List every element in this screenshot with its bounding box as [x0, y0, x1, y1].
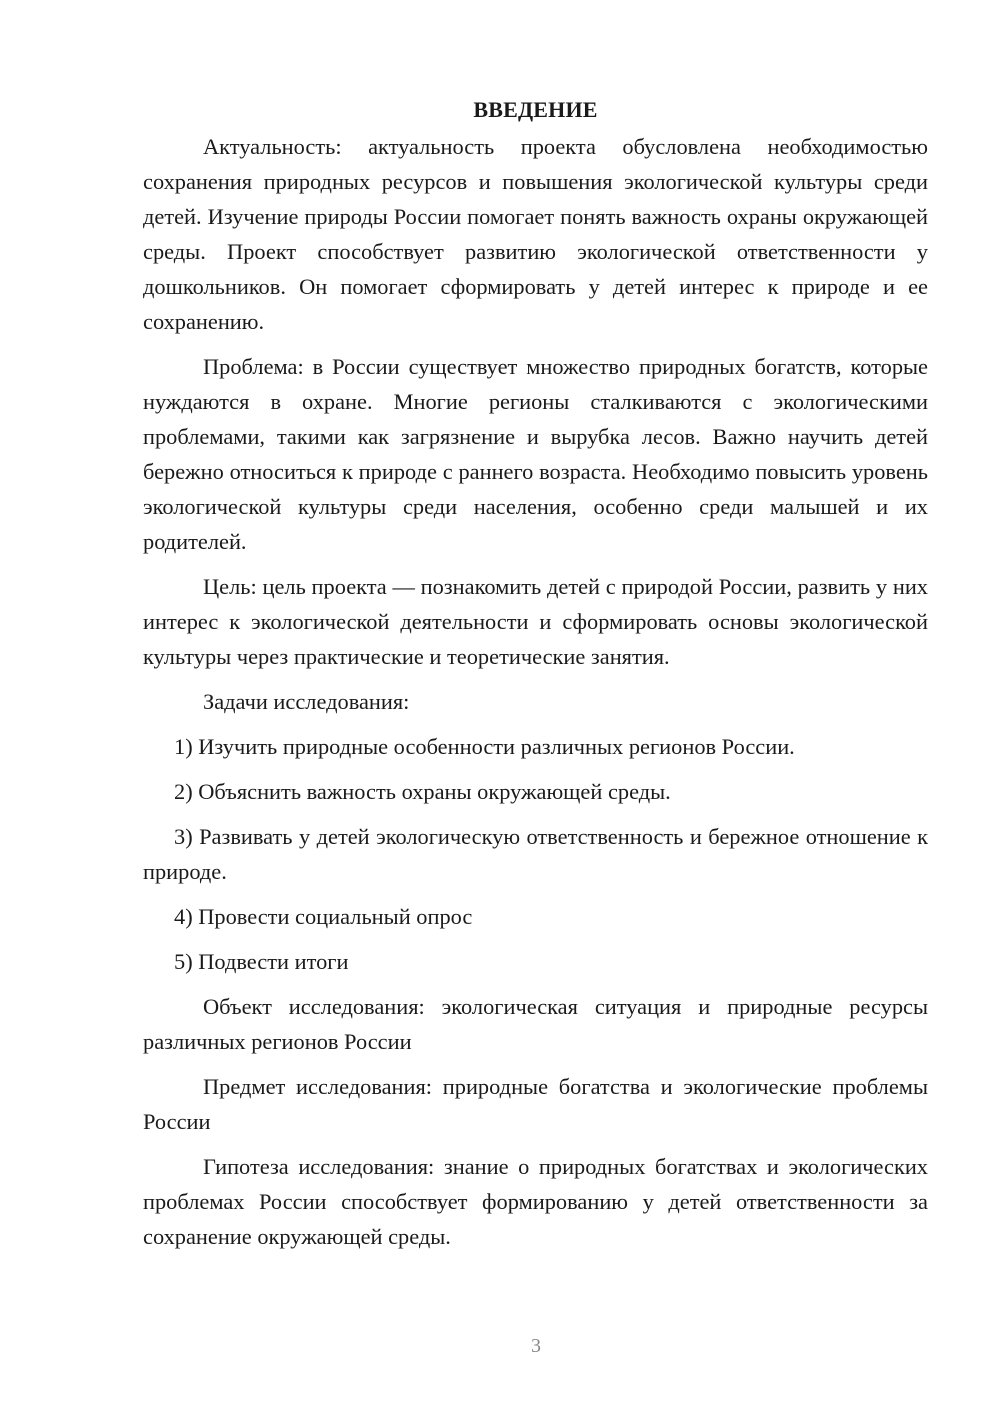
- problem-paragraph: Проблема: в России существует множество природных богатств, которые нуждаются в охране. Многие регионы сталкиваются с экологическими проблемами, такими как загрязнение и вырубка лесов. Важно научить детей бережно относиться к природе с раннего возраста. Необходимо повысить уровень экологической культуры среди населения, особенно среди малышей и их родителей.: [143, 354, 928, 554]
- page-title: ВВЕДЕНИЕ: [473, 97, 598, 122]
- document-page: [143, 92, 928, 1264]
- object-paragraph: Объект исследования: экологическая ситуация и природные ресурсы различных регионов России: [143, 994, 928, 1054]
- task-item: 2) Объяснить важность охраны окружающей среды.: [174, 779, 671, 804]
- hypothesis-paragraph: Гипотеза исследования: знание о природных богатствах и экологических проблемах России способствует формированию у детей ответственности за сохранение окружающей среды.: [143, 1154, 928, 1249]
- task-item: 5) Подвести итоги: [174, 949, 349, 974]
- tasks-label: Задачи исследования:: [203, 689, 410, 714]
- goal-paragraph: Цель: цель проекта — познакомить детей с природой России, развить у них интерес к экологической деятельности и сформировать основы экологической культуры через практические и теоретические занятия.: [143, 574, 928, 669]
- task-item: 1) Изучить природные особенности различных регионов России.: [174, 734, 795, 759]
- task-item: 3) Развивать у детей экологическую ответственность и бережное отношение к природе.: [143, 824, 928, 884]
- task-item: 4) Провести социальный опрос: [174, 904, 473, 929]
- subject-paragraph: Предмет исследования: природные богатства и экологические проблемы России: [143, 1074, 928, 1134]
- relevance-paragraph: Актуальность: актуальность проекта обусловлена необходимостью сохранения природных ресурсов и повышения экологической культуры среди детей. Изучение природы России помогает понять важность охраны окружающей среды. Проект способствует развитию экологической ответственности у дошкольников. Он помогает сформировать у детей интерес к природе и ее сохранению.: [143, 134, 928, 334]
- page-number: 3: [531, 1335, 541, 1357]
- tasks-list: [143, 729, 928, 979]
